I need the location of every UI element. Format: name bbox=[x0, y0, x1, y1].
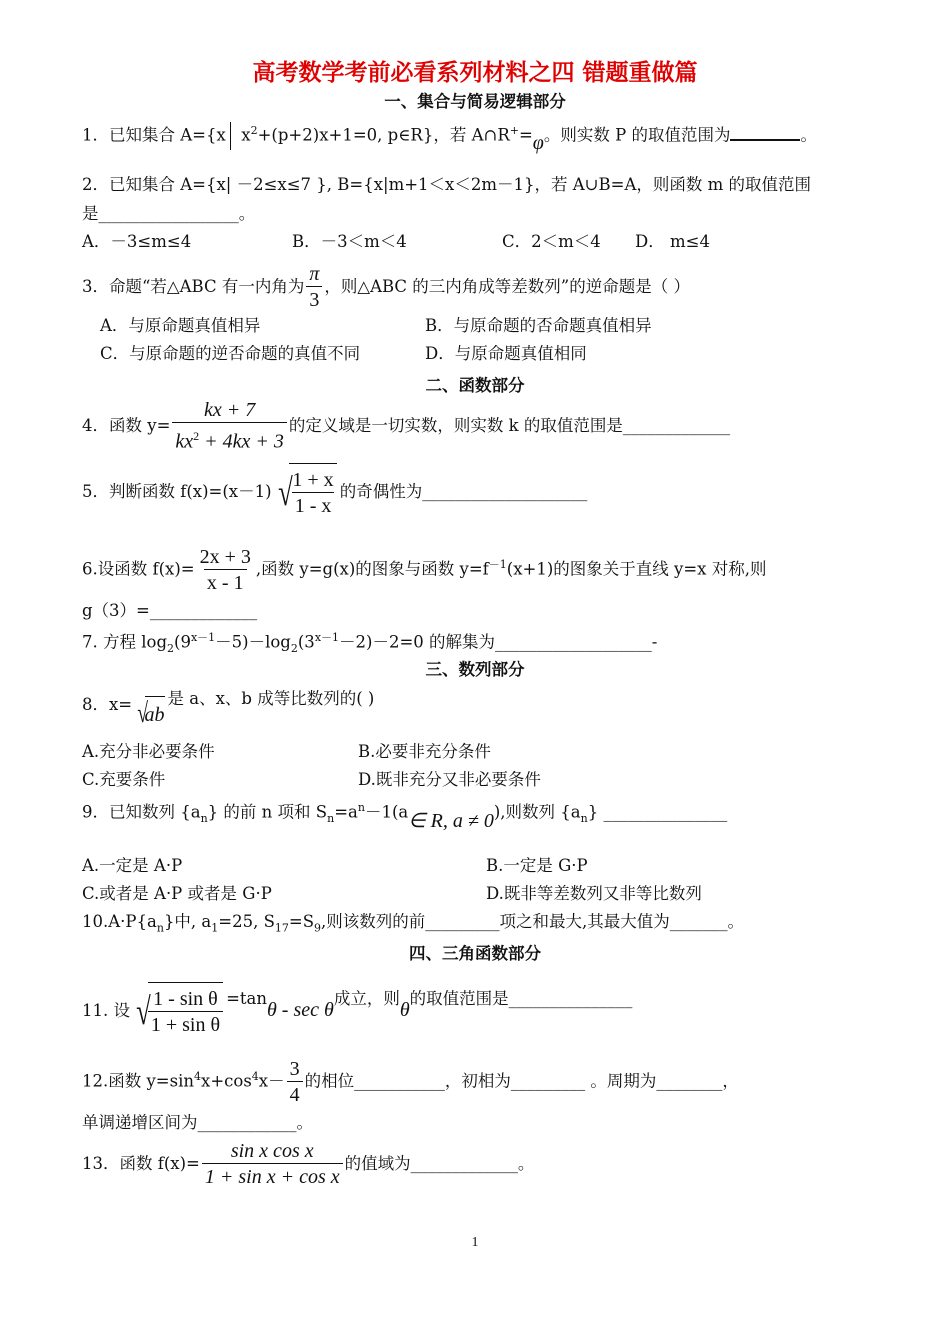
set-bar bbox=[230, 122, 232, 150]
q2-option-d: D． m≤4 bbox=[635, 232, 710, 251]
sqrt-ab: √ ab bbox=[135, 696, 164, 732]
q2-option-c: C．2＜m＜4 bbox=[502, 232, 601, 251]
q8-option-d: D.既非充分又非必要条件 bbox=[358, 770, 541, 789]
section-heading-sequences: 三、数列部分 bbox=[425, 660, 525, 679]
q3-option-b: B．与原命题的否命题真值相异 bbox=[425, 316, 652, 335]
q8-option-b: B.必要非充分条件 bbox=[358, 742, 491, 761]
q2-option-b: B．－3＜m＜4 bbox=[292, 232, 407, 251]
question-7: 7. 方程 $\log_2(9^{x-1}-5)-\log_2(3^{x-1}-2)-2=0$ 的解集为___________________- bbox=[82, 631, 658, 655]
q9-option-a: A.一定是 A·P bbox=[82, 856, 183, 875]
sqrt-expression: √ $\frac{1 + x}{1 - x}$ bbox=[275, 463, 337, 523]
question-10: $10.A\cdot P\{a_n\}$中, $a_1=25$, $S_{17}=S_9$,则该数列的前_________项之和最大,其最大值为_______。 bbox=[82, 912, 745, 935]
math-condition: ∈ R, a ≠ 0 bbox=[408, 809, 494, 832]
q9-option-b: B.一定是 G·P bbox=[486, 856, 588, 875]
q9-option-c: C.或者是 A·P 或者是 G·P bbox=[82, 884, 272, 903]
page-number: 1 bbox=[471, 1235, 479, 1250]
question-11: 11. 设 √ $\frac{\text{1 - sin θ}}{\text{1 + sin θ}}$ =tanθ - sec θ成立，则θ的取值范围是_______________ bbox=[82, 968, 632, 1042]
q2-option-a: A．－3≤m≤4 bbox=[82, 232, 192, 251]
fraction-q4: $\frac{kx + 7}{kx^2 + 4kx + 3}$ bbox=[172, 398, 287, 455]
fraction-q13: $\frac{\text{sin x cos x}}{\text{1 + sin x + cos x}}$ bbox=[202, 1139, 343, 1190]
question-13: 13．函数 f(x)= $\frac{\text{sin x cos x}}{\text{1 + sin x + cos x}}$ 的值域为_____________。 bbox=[82, 1140, 535, 1188]
fraction-q6: $\frac{2x + 3}{x - 1}$ bbox=[199, 545, 251, 594]
fraction-3-over-4: $\frac{3}{4}$ bbox=[287, 1057, 303, 1108]
q3-option-a: A．与原命题真值相异 bbox=[100, 316, 261, 335]
sqrt-fraction-q11: √ $\frac{\text{1 - sin θ}}{\text{1 + sin θ}}$ bbox=[133, 982, 223, 1042]
page-title: 高考数学考前必看系列材料之四 错题重做篇 bbox=[252, 60, 698, 86]
question-12: 12.函数 $y=\sin^4x+\cos^4x-$ $\frac{3}{4}$ 的相位___________，初相为_________ 。周期为________， bbox=[82, 1057, 739, 1106]
section-heading-functions: 二、函数部分 bbox=[425, 376, 525, 395]
empty-set-symbol: φ bbox=[532, 131, 544, 154]
question-4: 4．函数 y= $\frac{kx + 7}{kx^2 + 4kx + 3}$ 的定义域是一切实数，则实数 k 的取值范围是_____________ bbox=[82, 399, 731, 453]
question-12-cont: 单调递增区间为____________。 bbox=[82, 1113, 313, 1132]
question-1: 1．已知集合 A={x $x^2+(p+2)x+1=0$, p∈R}，若 A∩R+=φ。则实数 P 的取值范围为 。 bbox=[82, 124, 817, 154]
question-9: 9．已知数列 $\{a_n\}$ 的前 n 项和 $S_n=a^n-1(a\in$ R, a ≠ 0),则数列 $\{a_n\}$ _______________ bbox=[82, 801, 728, 832]
section-heading-trig: 四、三角函数部分 bbox=[409, 944, 541, 963]
question-8: 8．x= √ ab 是 a、x、b 成等比数列的( ) bbox=[82, 684, 374, 732]
fraction-pi-over-3: $\frac{\pi}{3}$ bbox=[306, 262, 322, 313]
q9-option-d: D.既非等差数列又非等比数列 bbox=[486, 884, 702, 903]
section-heading-sets-logic: 一、集合与简易逻辑部分 bbox=[384, 92, 566, 111]
q3-option-d: D．与原命题真值相同 bbox=[425, 344, 587, 363]
q8-option-c: C.充要条件 bbox=[82, 770, 166, 789]
question-2: 2．已知集合 A={x| －2≤x≤7 }, B={x|m+1＜x＜2m－1}，若 A∪B=A，则函数 m 的取值范围 bbox=[82, 175, 811, 194]
question-3: 3．命题“若△ABC 有一内角为 $\frac{\pi}{3}$ ，则△ABC 的三内角成等差数列”的逆命题是（ ） bbox=[82, 263, 690, 311]
question-6-cont: g（3）=_____________ bbox=[82, 601, 258, 620]
question-2-cont: 是_________________。 bbox=[82, 204, 256, 223]
question-6: 6.设函数 f(x)= $\frac{2x + 3}{x - 1}$ ,函数 y=g(x)的图象与函数 $y=f^{-1}(x+1)$的图象关于直线 y=x 对称,则 bbox=[82, 545, 767, 594]
q3-option-c: C．与原命题的逆否命题的真值不同 bbox=[100, 344, 361, 363]
answer-blank bbox=[730, 123, 800, 141]
q8-option-a: A.充分非必要条件 bbox=[82, 742, 215, 761]
question-5: 5．判断函数 f(x)=(x－1) √ $\frac{1 + x}{1 - x}$ 的奇偶性为____________________ bbox=[82, 462, 587, 523]
